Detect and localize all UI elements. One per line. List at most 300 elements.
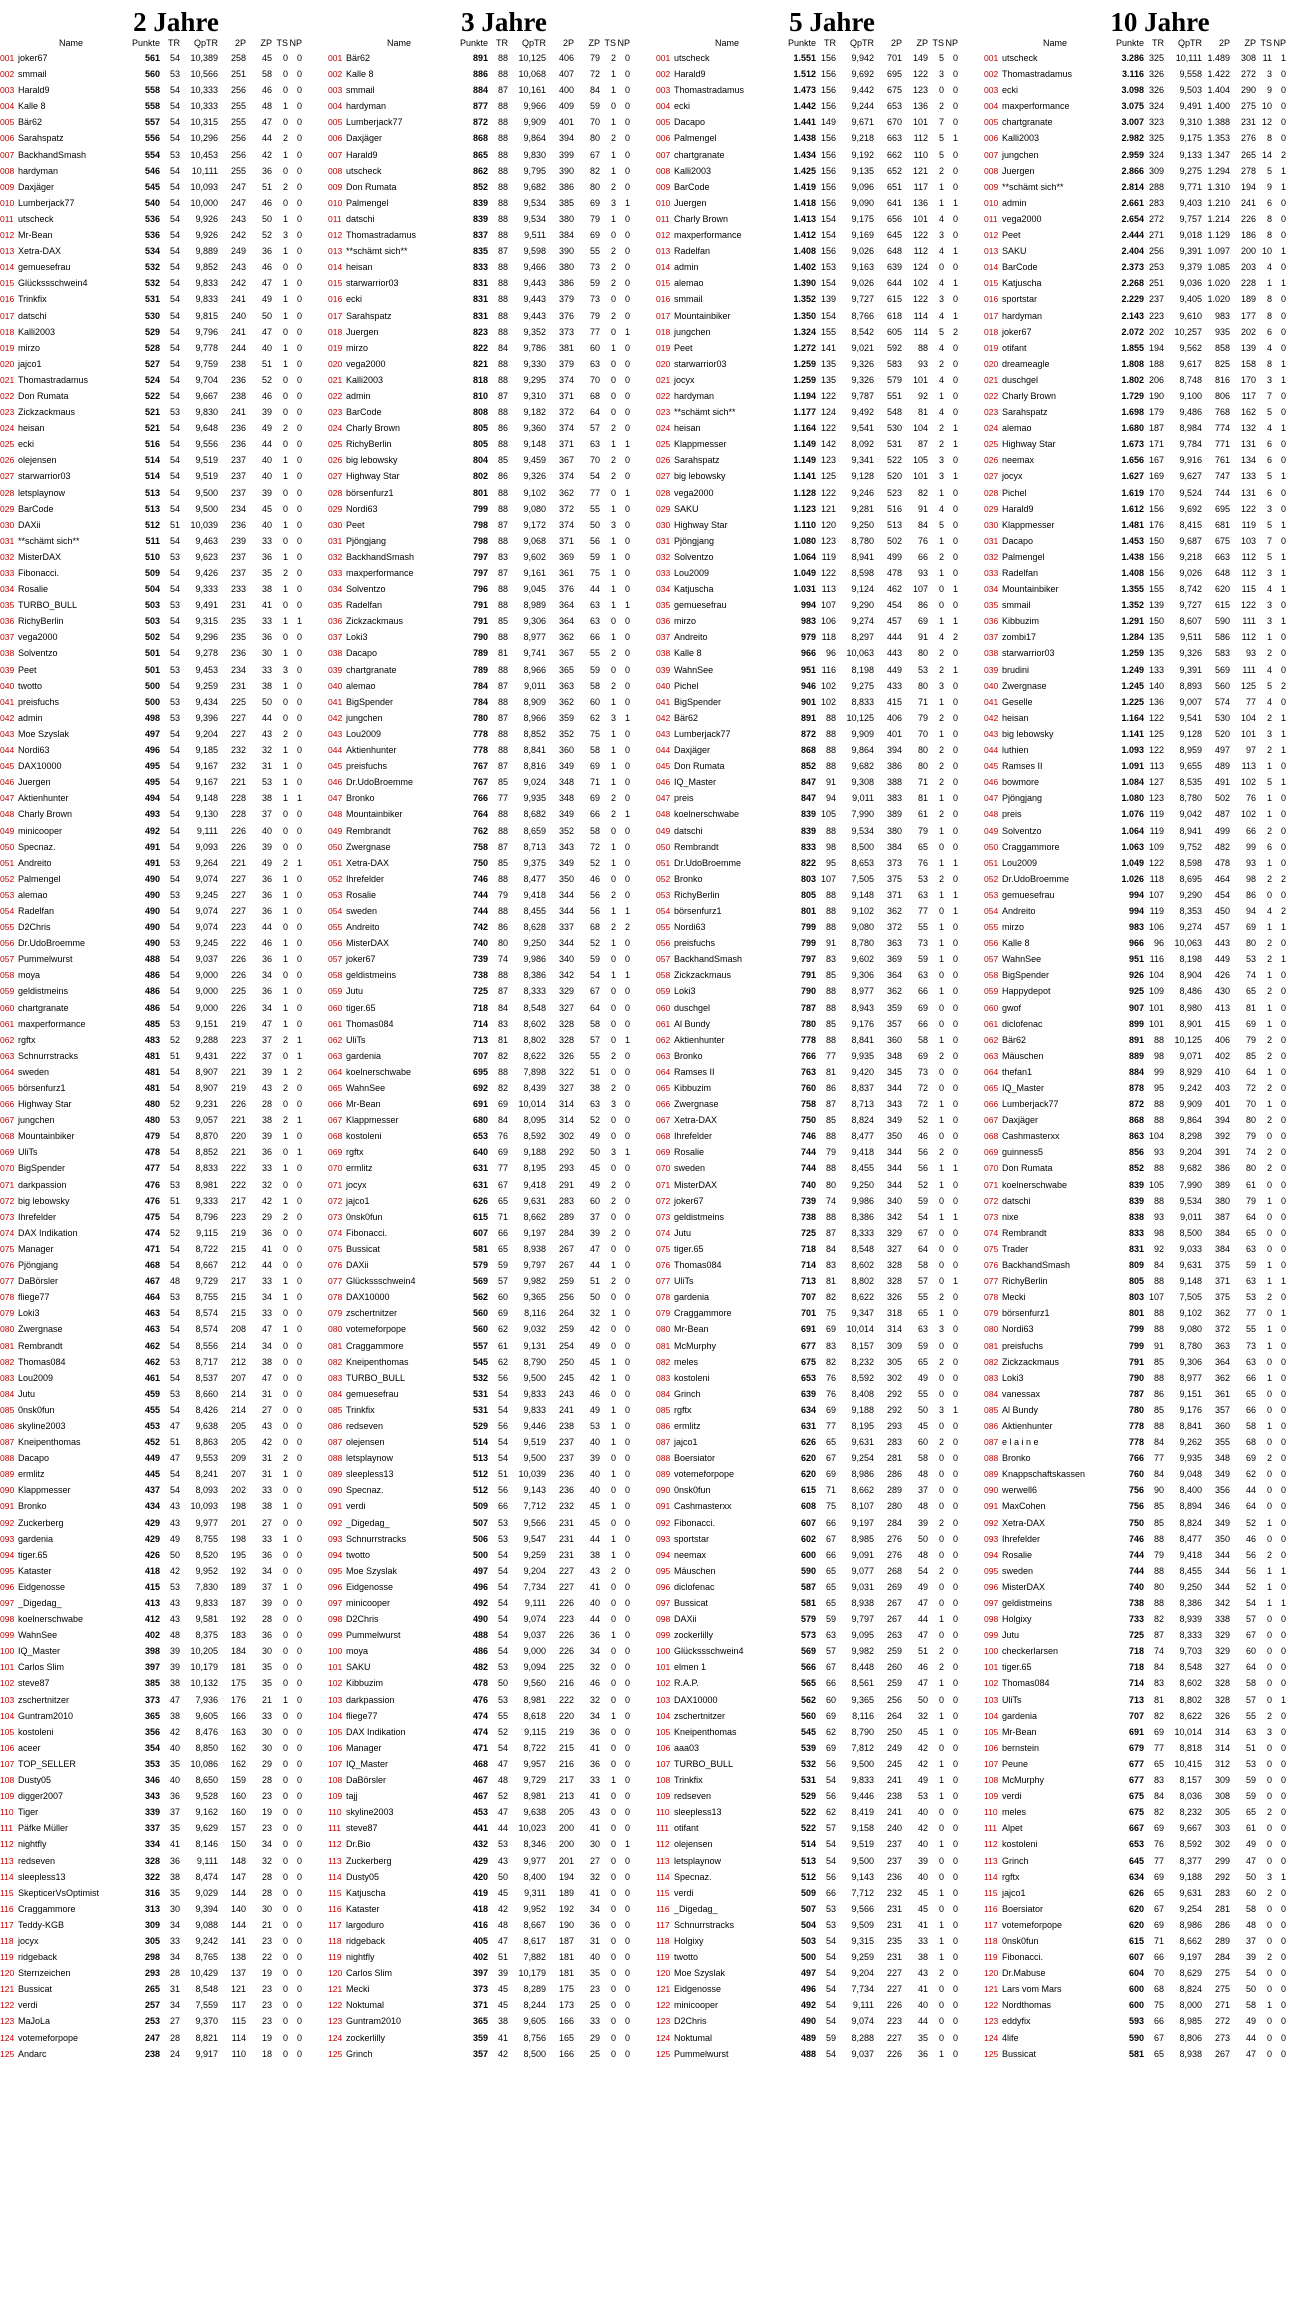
- table-row: [984, 1112, 1302, 1128]
- cell-np: 0: [296, 471, 302, 482]
- cell-zp: 66: [589, 809, 600, 820]
- cell-p2: 284: [886, 1517, 902, 1528]
- cell-tr: 54: [169, 246, 180, 257]
- cell-qptr: 8,232: [1179, 1807, 1202, 1818]
- cell-points: 453: [144, 1420, 160, 1431]
- cell-ts: 0: [938, 584, 944, 595]
- cell-rank: 071: [656, 1179, 671, 1190]
- cell-qptr: 9,000: [195, 986, 218, 997]
- cell-rank: 101: [656, 1662, 671, 1673]
- cell-np: 0: [952, 1292, 958, 1303]
- cell-tr: 84: [1153, 1469, 1164, 1480]
- table-row: [328, 1579, 646, 1595]
- cell-points: 847: [800, 793, 816, 804]
- cell-zp: 104: [912, 423, 928, 434]
- cell-qptr: 9,102: [523, 487, 546, 498]
- cell-points: 1.149: [793, 455, 816, 466]
- cell-p2: 276: [886, 1549, 902, 1560]
- cell-np: 0: [1280, 648, 1286, 659]
- cell-tr: 54: [497, 1453, 508, 1464]
- cell-np: 0: [952, 793, 958, 804]
- cell-rank: 071: [984, 1179, 999, 1190]
- cell-np: 0: [1280, 1420, 1286, 1431]
- cell-zp: 79: [1245, 1034, 1256, 1045]
- cell-tr: 105: [1148, 1179, 1164, 1190]
- cell-qptr: 8,598: [851, 568, 874, 578]
- cell-p2: 232: [230, 761, 246, 772]
- cell-zp: 23: [261, 1935, 272, 1946]
- cell-zp: 131: [1240, 439, 1256, 450]
- cell-name: largoduro: [346, 1919, 385, 1930]
- cell-zp: 33: [589, 2016, 600, 2027]
- table-row: [656, 485, 974, 501]
- cell-p2: 344: [886, 1179, 902, 1190]
- cell-points: 416: [472, 1919, 488, 1930]
- cell-rank: 115: [656, 1887, 670, 1898]
- table-row: [0, 1338, 318, 1354]
- cell-points: 620: [800, 1453, 816, 1464]
- table-row: [984, 1595, 1302, 1611]
- cell-zp: 60: [589, 342, 600, 353]
- cell-name: alemao: [346, 680, 376, 691]
- cell-qptr: 9,026: [1179, 568, 1202, 578]
- cell-name: kostoleni: [674, 1372, 710, 1383]
- cell-tr: 149: [820, 117, 836, 128]
- cell-rank: 019: [328, 342, 343, 353]
- table-row: [0, 1675, 318, 1691]
- cell-rank: 115: [328, 1887, 342, 1898]
- cell-points: 385: [144, 1678, 160, 1689]
- cell-rank: 018: [328, 326, 343, 337]
- cell-zp: 38: [589, 1549, 600, 1560]
- cell-qptr: 9,682: [1179, 1163, 1202, 1174]
- cell-rank: 042: [984, 712, 999, 723]
- cell-p2: 644: [886, 278, 902, 289]
- cell-p2: 355: [1214, 1437, 1230, 1448]
- cell-np: 0: [952, 1726, 958, 1737]
- cell-name: Charly Brown: [1002, 390, 1057, 401]
- cell-tr: 88: [825, 1163, 836, 1174]
- cell-rank: 067: [0, 1115, 15, 1126]
- cell-zp: 97: [1245, 745, 1256, 756]
- cell-rank: 111: [0, 1823, 13, 1834]
- cell-points: 512: [472, 1469, 488, 1480]
- cell-name: gemuesefrau: [674, 600, 727, 611]
- cell-np: 0: [624, 1308, 630, 1319]
- cell-ts: 12: [1261, 117, 1272, 128]
- cell-tr: 53: [169, 1292, 180, 1303]
- cell-points: 1.512: [793, 69, 816, 80]
- cell-ts: 2: [938, 1565, 944, 1576]
- cell-ts: 1: [938, 1211, 944, 1222]
- cell-np: 0: [624, 85, 630, 96]
- cell-ts: 0: [610, 407, 616, 418]
- cell-tr: 102: [820, 680, 836, 691]
- cell-qptr: 9,167: [195, 761, 218, 772]
- cell-rank: 074: [328, 1227, 343, 1238]
- cell-np: 0: [296, 1968, 302, 1979]
- cell-np: 0: [624, 117, 630, 128]
- cell-qptr: 9,115: [196, 1227, 218, 1238]
- cell-points: 581: [800, 1598, 816, 1608]
- cell-np: 0: [952, 809, 958, 820]
- table-row: [984, 1386, 1302, 1402]
- table-row: [0, 1354, 318, 1370]
- cell-qptr: 8,821: [195, 2032, 218, 2043]
- cell-name: DAX10000: [674, 1694, 718, 1705]
- table-row: [984, 1869, 1302, 1885]
- cell-qptr: 8,455: [523, 905, 546, 916]
- cell-ts: 1: [1266, 1372, 1272, 1383]
- cell-p2: 238: [230, 390, 246, 401]
- cell-tr: 169: [1148, 471, 1164, 482]
- cell-np: 0: [1280, 1952, 1286, 1963]
- cell-ts: 1: [282, 905, 288, 916]
- cell-ts: 0: [282, 1485, 288, 1496]
- table-row: [0, 1160, 318, 1176]
- cell-qptr: 8,592: [523, 1131, 546, 1142]
- table-row: [0, 1032, 318, 1048]
- table-row: [656, 1241, 974, 1257]
- cell-zp: 101: [912, 471, 928, 482]
- cell-points: 839: [472, 197, 488, 208]
- cell-tr: 76: [1153, 1839, 1164, 1850]
- cell-ts: 0: [610, 487, 616, 498]
- cell-tr: 188: [1148, 358, 1164, 369]
- cell-tr: 54: [169, 213, 180, 224]
- cell-points: 402: [472, 1952, 488, 1963]
- cell-np: 0: [296, 487, 302, 498]
- cell-points: 1.093: [1121, 745, 1144, 756]
- cell-tr: 80: [825, 1179, 836, 1190]
- table-row: [656, 839, 974, 855]
- cell-qptr: 8,486: [1179, 986, 1202, 997]
- cell-rank: 109: [984, 1791, 999, 1802]
- header-tr: TR: [496, 38, 508, 48]
- cell-p2: 259: [558, 1324, 574, 1335]
- table-row: [328, 951, 646, 967]
- cell-np: 0: [296, 1581, 302, 1592]
- cell-p2: 240: [886, 1823, 902, 1834]
- cell-tr: 53: [825, 1903, 836, 1914]
- cell-p2: 234: [230, 664, 246, 675]
- table-row: [656, 2013, 974, 2029]
- cell-points: 313: [144, 1903, 160, 1914]
- cell-rank: 078: [984, 1292, 999, 1303]
- cell-ts: 1: [938, 1935, 944, 1946]
- cell-name: Zickzackmaus: [18, 407, 76, 418]
- cell-rank: 052: [328, 873, 343, 884]
- cell-rank: 058: [984, 970, 999, 981]
- cell-p2: 275: [1214, 1968, 1230, 1979]
- cell-points: 560: [144, 69, 160, 80]
- table-row: [656, 1579, 974, 1595]
- cell-name: Guntram2010: [18, 1710, 74, 1721]
- cell-zp: 60: [1245, 1887, 1256, 1898]
- cell-tr: 51: [497, 1469, 508, 1480]
- cell-points: 760: [800, 1083, 816, 1093]
- cell-zp: 59: [917, 954, 928, 965]
- cell-zp: 59: [589, 664, 600, 675]
- cell-rank: 062: [984, 1034, 999, 1045]
- cell-np: 0: [624, 1598, 630, 1608]
- cell-zp: 28: [261, 1871, 272, 1882]
- table-row: [0, 1064, 318, 1080]
- cell-rank: 099: [0, 1630, 15, 1641]
- cell-rank: 035: [656, 600, 671, 611]
- cell-np: 0: [296, 1099, 302, 1110]
- table-row: [0, 903, 318, 919]
- table-row: [328, 1804, 646, 1820]
- cell-points: 529: [144, 326, 160, 337]
- cell-tr: 54: [169, 374, 180, 385]
- cell-zp: 47: [261, 278, 272, 289]
- cell-np: 0: [624, 680, 630, 691]
- cell-qptr: 9,306: [1179, 1356, 1202, 1367]
- cell-rank: 047: [656, 793, 671, 804]
- cell-qptr: 8,841: [1179, 1420, 1202, 1431]
- cell-name: gardenia: [674, 1292, 710, 1303]
- cell-zp: 122: [912, 69, 928, 80]
- cell-zp: 101: [1240, 728, 1256, 739]
- cell-zp: 79: [1245, 1131, 1256, 1142]
- cell-rank: 088: [984, 1453, 999, 1464]
- table-row: [0, 694, 318, 710]
- cell-points: 483: [144, 1034, 160, 1045]
- cell-qptr: 8,850: [195, 1742, 218, 1753]
- cell-points: 791: [1128, 1356, 1144, 1367]
- cell-points: 495: [144, 777, 160, 788]
- cell-p2: 583: [886, 358, 902, 369]
- cell-ts: 0: [282, 1678, 288, 1689]
- cell-rank: 119: [984, 1952, 998, 1963]
- cell-points: 789: [472, 664, 488, 675]
- cell-zp: 39: [261, 407, 272, 418]
- cell-name: Harald9: [674, 69, 706, 80]
- header-ts: TS: [1260, 38, 1272, 48]
- cell-ts: 2: [282, 1453, 288, 1464]
- cell-qptr: 9,926: [195, 230, 218, 241]
- cell-tr: 71: [497, 1211, 508, 1222]
- cell-zp: 53: [917, 664, 928, 675]
- cell-np: 0: [952, 1630, 958, 1641]
- cell-qptr: 9,244: [851, 101, 874, 112]
- cell-tr: 65: [497, 1195, 508, 1206]
- cell-p2: 328: [886, 1276, 902, 1287]
- cell-name: Trinkfix: [18, 294, 47, 305]
- cell-zp: 58: [1245, 1678, 1256, 1689]
- table-row: [0, 436, 318, 452]
- cell-name: Thomastradamus: [18, 374, 89, 385]
- cell-tr: 34: [169, 2000, 180, 2011]
- cell-points: 495: [144, 761, 160, 772]
- cell-np: 0: [296, 1388, 302, 1399]
- table-row: [656, 823, 974, 839]
- cell-tr: 82: [497, 1083, 508, 1093]
- cell-zp: 42: [589, 1324, 600, 1335]
- cell-rank: 057: [0, 954, 15, 965]
- cell-p2: 226: [558, 1598, 574, 1608]
- cell-name: Kalli2003: [346, 374, 384, 385]
- cell-tr: 54: [169, 777, 180, 788]
- table-row: [0, 710, 318, 726]
- cell-points: 569: [800, 1646, 816, 1657]
- cell-ts: 0: [938, 1131, 944, 1142]
- cell-zp: 58: [589, 680, 600, 691]
- table-row: [328, 839, 646, 855]
- cell-zp: 30: [261, 1726, 272, 1737]
- cell-points: 891: [472, 53, 488, 63]
- cell-qptr: 9,245: [195, 938, 218, 949]
- cell-points: 2.268: [1121, 278, 1144, 289]
- cell-ts: 1: [282, 310, 288, 321]
- cell-name: Craggammore: [674, 1308, 732, 1319]
- cell-tr: 65: [825, 1598, 836, 1608]
- cell-rank: 121: [328, 1984, 343, 1995]
- cell-points: 679: [1128, 1742, 1144, 1753]
- cell-name: sweden: [1002, 1565, 1034, 1576]
- cell-rank: 073: [656, 1211, 671, 1222]
- cell-tr: 87: [497, 568, 508, 578]
- cell-np: 1: [624, 197, 630, 208]
- cell-zp: 64: [917, 1243, 928, 1254]
- cell-points: 799: [472, 503, 488, 514]
- cell-np: 0: [624, 1984, 630, 1995]
- cell-tr: 87: [497, 519, 508, 530]
- cell-np: 0: [296, 1630, 302, 1641]
- cell-ts: 1: [938, 535, 944, 546]
- table-row: [328, 581, 646, 597]
- cell-name: jungchen: [1002, 149, 1039, 160]
- cell-points: 1.049: [1121, 857, 1144, 868]
- cell-name: koelnerschwabe: [346, 1066, 412, 1077]
- cell-name: Andreito: [18, 857, 52, 868]
- cell-ts: 0: [282, 922, 288, 933]
- cell-tr: 326: [1148, 85, 1164, 96]
- cell-ts: 2: [282, 1083, 288, 1093]
- cell-tr: 83: [1153, 1678, 1164, 1689]
- cell-p2: 406: [1214, 1034, 1230, 1045]
- cell-p2: 231: [886, 1903, 902, 1914]
- cell-zp: 47: [261, 117, 272, 128]
- table-row: [984, 1724, 1302, 1740]
- table-row: [328, 919, 646, 935]
- table-row: [656, 1724, 974, 1740]
- cell-points: 468: [472, 1758, 488, 1769]
- table-row: [984, 1338, 1302, 1354]
- table-row: [984, 114, 1302, 130]
- cell-p2: 249: [886, 1742, 902, 1753]
- table-row: [984, 1563, 1302, 1579]
- cell-tr: 104: [1148, 970, 1164, 981]
- cell-name: Pummelwurst: [18, 954, 73, 965]
- cell-p2: 426: [1214, 970, 1230, 981]
- cell-qptr: 10,014: [1174, 1726, 1202, 1737]
- cell-name: rgftx: [346, 1147, 364, 1158]
- cell-np: 0: [952, 1324, 958, 1335]
- cell-rank: 081: [0, 1340, 15, 1351]
- cell-qptr: 9,446: [523, 1420, 546, 1431]
- cell-qptr: 8,939: [1179, 1614, 1202, 1625]
- cell-p2: 499: [1214, 825, 1230, 836]
- cell-qptr: 8,232: [851, 1356, 874, 1367]
- cell-rank: 003: [984, 85, 999, 96]
- cell-qptr: 9,610: [1179, 310, 1202, 321]
- cell-p2: 523: [886, 487, 902, 498]
- cell-zp: 111: [1242, 664, 1256, 675]
- cell-p2: 695: [886, 69, 902, 80]
- cell-points: 791: [472, 616, 488, 627]
- cell-tr: 122: [1148, 745, 1164, 756]
- cell-rank: 016: [984, 294, 999, 305]
- cell-np: 0: [952, 1887, 958, 1898]
- cell-p2: 234: [230, 503, 246, 514]
- cell-np: 0: [1280, 889, 1286, 900]
- cell-np: 0: [1280, 1839, 1286, 1850]
- cell-name: sleepless13: [674, 1807, 722, 1818]
- table-row: [328, 1627, 646, 1643]
- cell-p2: 226: [558, 1646, 574, 1657]
- cell-rank: 096: [328, 1581, 343, 1592]
- cell-name: sleepless13: [346, 1469, 394, 1480]
- cell-p2: 326: [886, 1292, 902, 1303]
- cell-qptr: 9,204: [523, 1565, 546, 1576]
- cell-ts: 0: [282, 1565, 288, 1576]
- cell-rank: 121: [0, 1984, 15, 1995]
- cell-ts: 1: [610, 1308, 616, 1319]
- cell-name: BarCode: [674, 181, 710, 192]
- table-row: [328, 806, 646, 822]
- cell-zp: 43: [261, 1420, 272, 1431]
- cell-rank: 030: [656, 519, 671, 530]
- cell-rank: 073: [0, 1211, 15, 1222]
- cell-name: rgftx: [18, 1034, 36, 1045]
- cell-qptr: 8,036: [1179, 1791, 1202, 1802]
- cell-points: 778: [472, 728, 488, 739]
- cell-p2: 217: [230, 1195, 246, 1206]
- cell-tr: 237: [1148, 294, 1164, 305]
- cell-np: 0: [952, 954, 958, 965]
- cell-ts: 1: [610, 1372, 616, 1383]
- cell-tr: 45: [497, 2000, 508, 2011]
- cell-qptr: 9,687: [1179, 535, 1202, 546]
- cell-rank: 054: [0, 905, 15, 916]
- cell-tr: 54: [497, 1437, 508, 1448]
- cell-name: Highway Star: [1002, 439, 1056, 450]
- cell-zp: 40: [917, 1807, 928, 1818]
- cell-points: 513: [144, 503, 160, 514]
- cell-zp: 50: [261, 213, 272, 224]
- cell-p2: 314: [558, 1099, 574, 1110]
- table-row: [656, 1289, 974, 1305]
- cell-np: 0: [296, 1227, 302, 1238]
- cell-rank: 100: [984, 1646, 999, 1657]
- cell-p2: 264: [886, 1710, 902, 1721]
- cell-name: Kneipenthomas: [346, 1356, 409, 1367]
- cell-qptr: 9,519: [523, 1437, 546, 1448]
- cell-np: 0: [624, 1887, 630, 1898]
- cell-p2: 329: [558, 986, 574, 997]
- cell-p2: 406: [558, 53, 574, 63]
- cell-p2: 256: [558, 1292, 574, 1303]
- cell-name: sweden: [18, 1066, 50, 1077]
- cell-name: Trinkfix: [346, 1404, 375, 1415]
- cell-tr: 53: [169, 600, 180, 611]
- cell-points: 833: [1128, 1227, 1144, 1238]
- cell-zp: 35: [917, 2032, 928, 2043]
- cell-qptr: 9,605: [523, 2016, 546, 2027]
- cell-zp: 231: [1240, 117, 1256, 128]
